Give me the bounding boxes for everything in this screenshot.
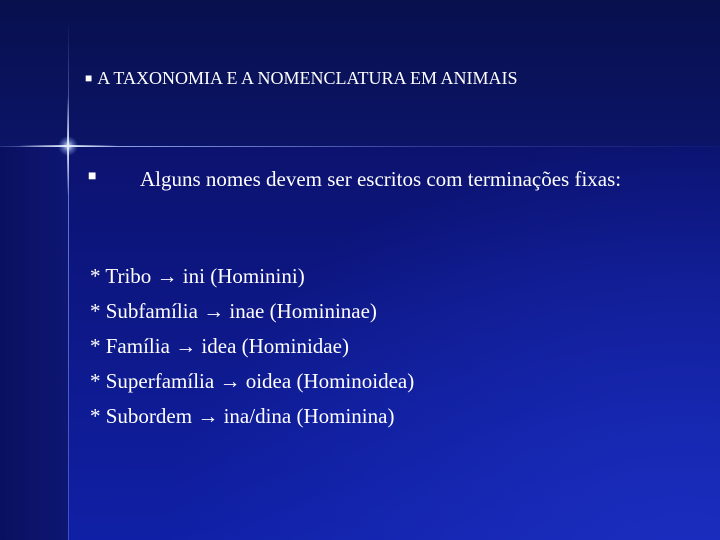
bullet-text: Alguns nomes devem ser escritos com terminações fixas: (140, 167, 622, 191)
left-band (0, 146, 68, 540)
list-item: * Tribo → ini (Hominini) (90, 264, 305, 288)
square-bullet-icon: ■ (88, 169, 97, 184)
list-item: * Subordem → ina/dina (Hominina) (90, 404, 395, 428)
list-item: * Superfamília → oidea (Hominoidea) (90, 369, 415, 393)
list-item: * Família → idea (Hominidae) (90, 334, 349, 358)
suffix-list (90, 259, 414, 434)
title-bullet-icon: ■ (85, 71, 93, 85)
slide-title-text: A TAXONOMIA E A NOMENCLATURA EM ANIMAIS (97, 68, 518, 88)
slide-title (85, 68, 518, 89)
sparkle-ray-vertical (67, 96, 69, 196)
list-item: * Subfamília → inae (Homininae) (90, 299, 377, 323)
